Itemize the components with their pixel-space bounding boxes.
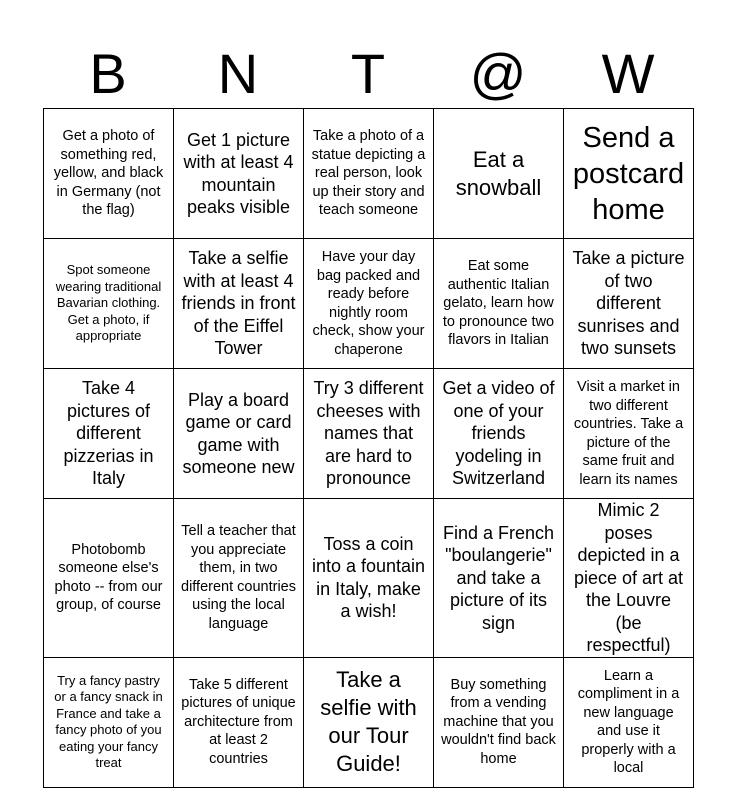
bingo-cell[interactable]: Buy something from a vending machine that you wouldn't find back home (434, 657, 564, 787)
bingo-row (44, 239, 694, 369)
bingo-cell[interactable]: Send a postcard home (564, 109, 694, 239)
header-letter-at: @ (469, 42, 527, 105)
bingo-row (44, 657, 694, 787)
bingo-row (44, 109, 694, 239)
bingo-row (44, 369, 694, 499)
header-letter-w: W (601, 42, 655, 105)
bingo-cell[interactable]: Take a photo of a statue depicting a real person, look up their story and teach someone (304, 109, 434, 239)
header-letter-t: T (350, 42, 386, 105)
bingo-cell[interactable]: Try 3 different cheeses with names that are hard to pronounce (304, 369, 434, 499)
bingo-row (44, 499, 694, 658)
bingo-cell[interactable]: Visit a market in two different countries. Take a picture of the same fruit and learn its names (564, 369, 694, 499)
bingo-cell[interactable]: Learn a compliment in a new language and use it properly with a local (564, 657, 694, 787)
bingo-header (43, 40, 693, 108)
bingo-cell[interactable]: Toss a coin into a fountain in Italy, make a wish! (304, 499, 434, 658)
bingo-cell[interactable]: Take a selfie with our Tour Guide! (304, 657, 434, 787)
bingo-cell[interactable]: Try a fancy pastry or a fancy snack in France and take a fancy photo of you eating your fancy treat (44, 657, 174, 787)
bingo-cell[interactable]: Have your day bag packed and ready before nightly room check, show your chaperone (304, 239, 434, 369)
bingo-cell[interactable]: Tell a teacher that you appreciate them, in two different countries using the local language (174, 499, 304, 658)
bingo-cell[interactable]: Take a selfie with at least 4 friends in front of the Eiffel Tower (174, 239, 304, 369)
bingo-cell[interactable]: Photobomb someone else's photo -- from our group, of course (44, 499, 174, 658)
bingo-cell[interactable]: Get a photo of something red, yellow, and black in Germany (not the flag) (44, 109, 174, 239)
header-letter-b: B (89, 42, 127, 105)
header-letter-n: N (217, 42, 259, 105)
bingo-cell[interactable]: Eat some authentic Italian gelato, learn how to pronounce two flavors in Italian (434, 239, 564, 369)
bingo-cell[interactable]: Get a video of one of your friends yodeling in Switzerland (434, 369, 564, 499)
bingo-cell[interactable]: Take a picture of two different sunrises and two sunsets (564, 239, 694, 369)
bingo-cell[interactable]: Eat a snowball (434, 109, 564, 239)
bingo-cell[interactable]: Take 4 pictures of different pizzerias in Italy (44, 369, 174, 499)
bingo-cell[interactable]: Get 1 picture with at least 4 mountain peaks visible (174, 109, 304, 239)
bingo-cell[interactable]: Play a board game or card game with someone new (174, 369, 304, 499)
bingo-cell[interactable]: Find a French "boulangerie" and take a picture of its sign (434, 499, 564, 658)
bingo-cell[interactable]: Take 5 different pictures of unique architecture from at least 2 countries (174, 657, 304, 787)
bingo-cell[interactable]: Mimic 2 poses depicted in a piece of art at the Louvre (be respectful) (564, 499, 694, 658)
bingo-cell[interactable]: Spot someone wearing traditional Bavarian clothing. Get a photo, if appropriate (44, 239, 174, 369)
bingo-grid (43, 108, 694, 788)
